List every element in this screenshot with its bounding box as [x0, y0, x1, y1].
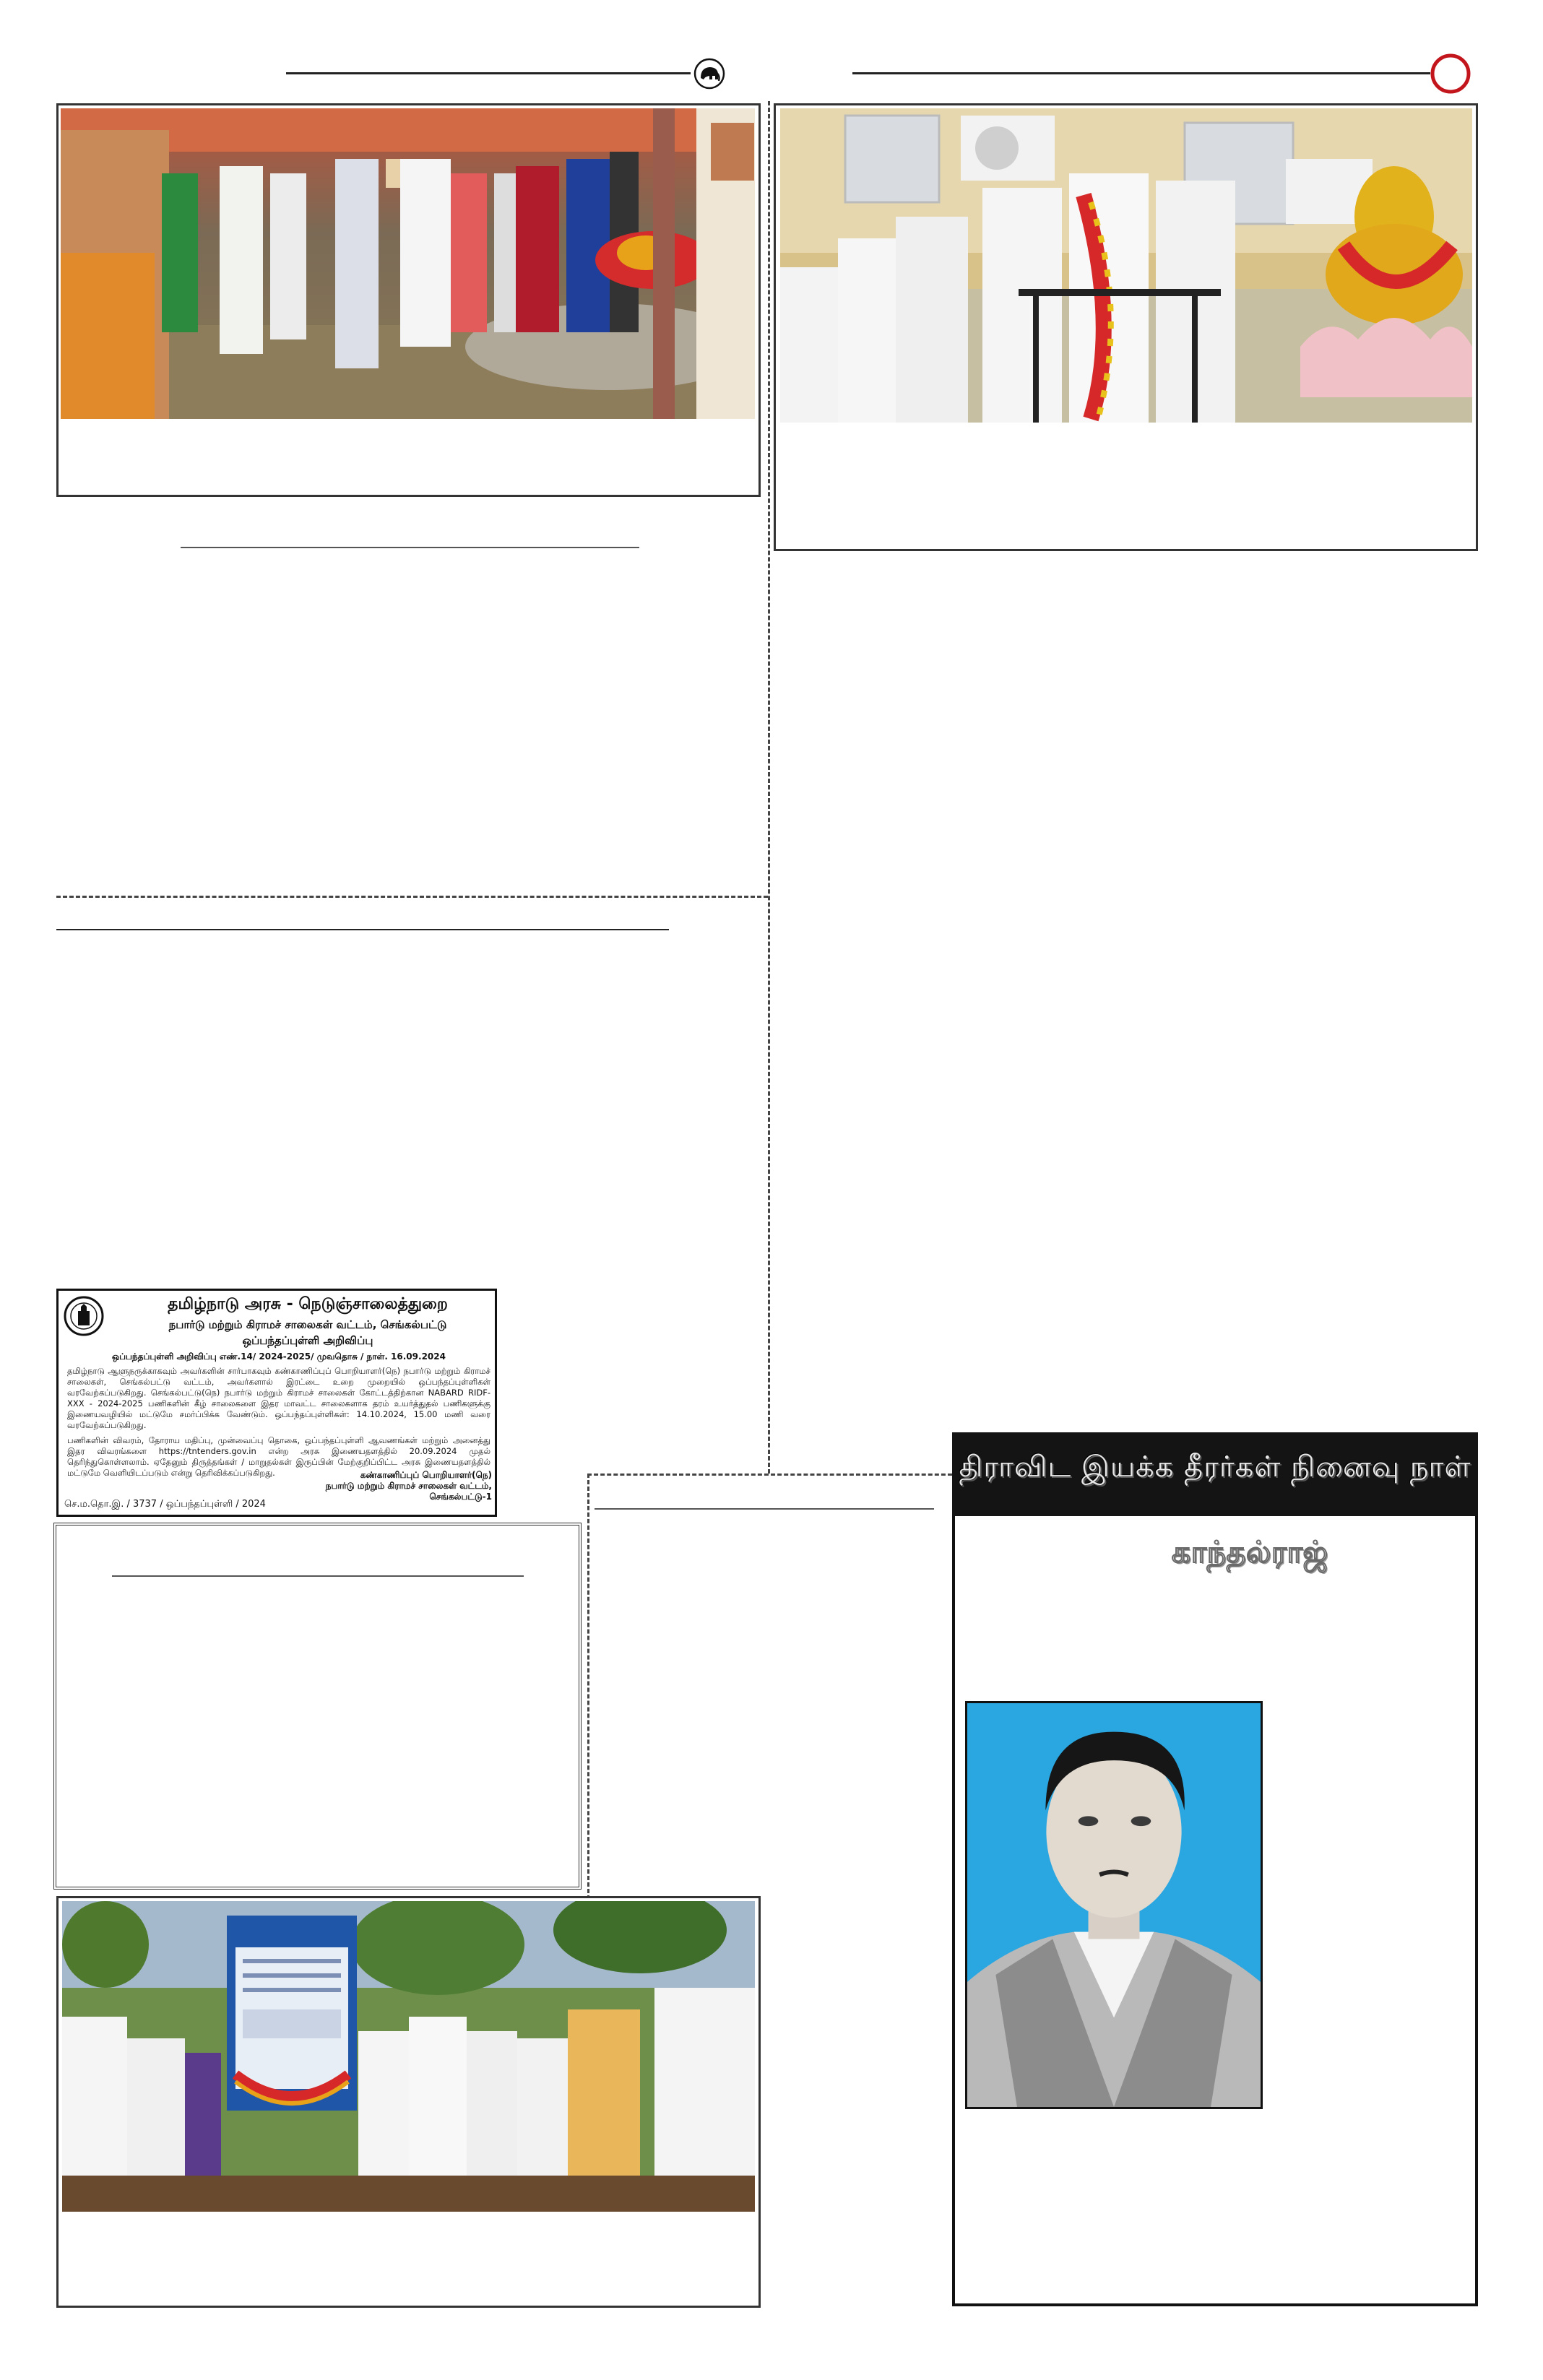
- signatory-line-2: நபார்டு மற்றும் கிராமச் சாலைகள் வட்டம்,: [325, 1481, 492, 1491]
- box-title-rule: [112, 1575, 524, 1577]
- tender-notice-heading: ஒப்பந்தப்புள்ளி அறிவிப்பு: [242, 1334, 373, 1347]
- red-circle-icon: [1430, 53, 1471, 94]
- empty-news-box: [53, 1523, 582, 1890]
- tender-signatory: [319, 1470, 492, 1502]
- tender-body: தமிழ்நாடு ஆளுநருக்காகவும் அவர்களின் சார்பாகவும் கண்காணிப்புப் பொறியாளர்(நெ) நபார்டு மற்றும் கிராமச் சாலைகள், செங்கல்பட்டு வட்டம், அவர்களால் இரட்டை உறை முறையில் ஒப்பந்தப்புள்ளிகள் வரவேற்கப்படுகிறது. செங்கல்பட்டு(நெ) நபார்டு மற்றும் கிராமச் சாலைகள் கோட்டத்திற்கான NABARD RIDF-XXX - 2024-2025 பணிகளின் கீழ் சாலைகளை இதர மாவட்ட சாலைகளாக தரம் உயர்த்துதல் பணிகளுக்கு இணையவழியில் மட்டுமே சமர்ப்பிக்க வேண்டும். ஒப்பந்தப்புள்ளிகள்: 14.10.2024, 15.00 மணி வரை வரவேற்கப்படுகிறது.: [67, 1366, 490, 1430]
- section-rule-3: [595, 1508, 934, 1510]
- section-dashed-divider-1: [56, 896, 768, 898]
- memorial-name: காந்தல்ராஜ்: [1171, 1534, 1328, 1570]
- section-rule-1: [181, 547, 639, 548]
- memorial-portrait: [965, 1701, 1263, 2109]
- memorial-title: திராவிட இயக்க தீரர்கள் நினைவு நாள்: [959, 1450, 1471, 1484]
- tender-footer-ref: செ.ம.தொ.இ. / 3737 / ஒப்பந்தப்புள்ளி / 2024: [64, 1499, 266, 1510]
- section-dashed-divider-2: [587, 1474, 952, 1476]
- header-rule-right: [852, 72, 1430, 74]
- tender-subtitle: நபார்டு மற்றும் கிராமச் சாலைகள் வட்டம், செங்கல்பட்டு: [168, 1318, 447, 1331]
- column-divider: [768, 101, 770, 1474]
- signatory-line-3: செங்கல்பட்டு-1: [429, 1492, 492, 1502]
- tender-title: தமிழ்நாடு அரசு - நெடுஞ்சாலைத்துறை: [168, 1295, 448, 1313]
- photo-ceremony-crowd: [61, 108, 755, 419]
- photo-signboard-crowd: [62, 1901, 755, 2212]
- lower-column-divider: [587, 1474, 589, 1900]
- signatory-line-1: கண்காணிப்புப் பொறியாளர்(நெ): [360, 1470, 492, 1480]
- tender-body-details: பணிகளின் விவரம், தோராய மதிப்பு, முன்வைப்பு தொகை, ஒப்பந்தப்புள்ளி ஆவணங்கள் மற்றும் அனைத்து இதர விவரங்களை https://tntenders.gov.in என்ற அரசு இணையதளத்தில் 20.09.2024 முதல் தெரிந்துகொள்ளலாம். ஏதேனும் திருத்தங்கள் / மாறுதல்கள் இருப்பின் மேற்குறிப்பிட்ட அரசு இணையதளத்தில் மட்டுமே வெளியிடப்படும் என்று தெரிவிக்கப்படுகிறது.: [67, 1435, 490, 1478]
- tender-reference: ஒப்பந்தப்புள்ளி அறிவிப்பு எண்.14/ 2024-2025/ முவதொசு / நாள். 16.09.2024: [112, 1351, 446, 1362]
- tender-notice: [56, 1289, 497, 1517]
- section-rule-2: [56, 929, 669, 930]
- elephant-emblem-icon: [693, 58, 725, 90]
- header-rule-left: [286, 72, 691, 74]
- tamilnadu-seal-icon: [63, 1295, 105, 1337]
- photo-statue-garland: [780, 108, 1472, 423]
